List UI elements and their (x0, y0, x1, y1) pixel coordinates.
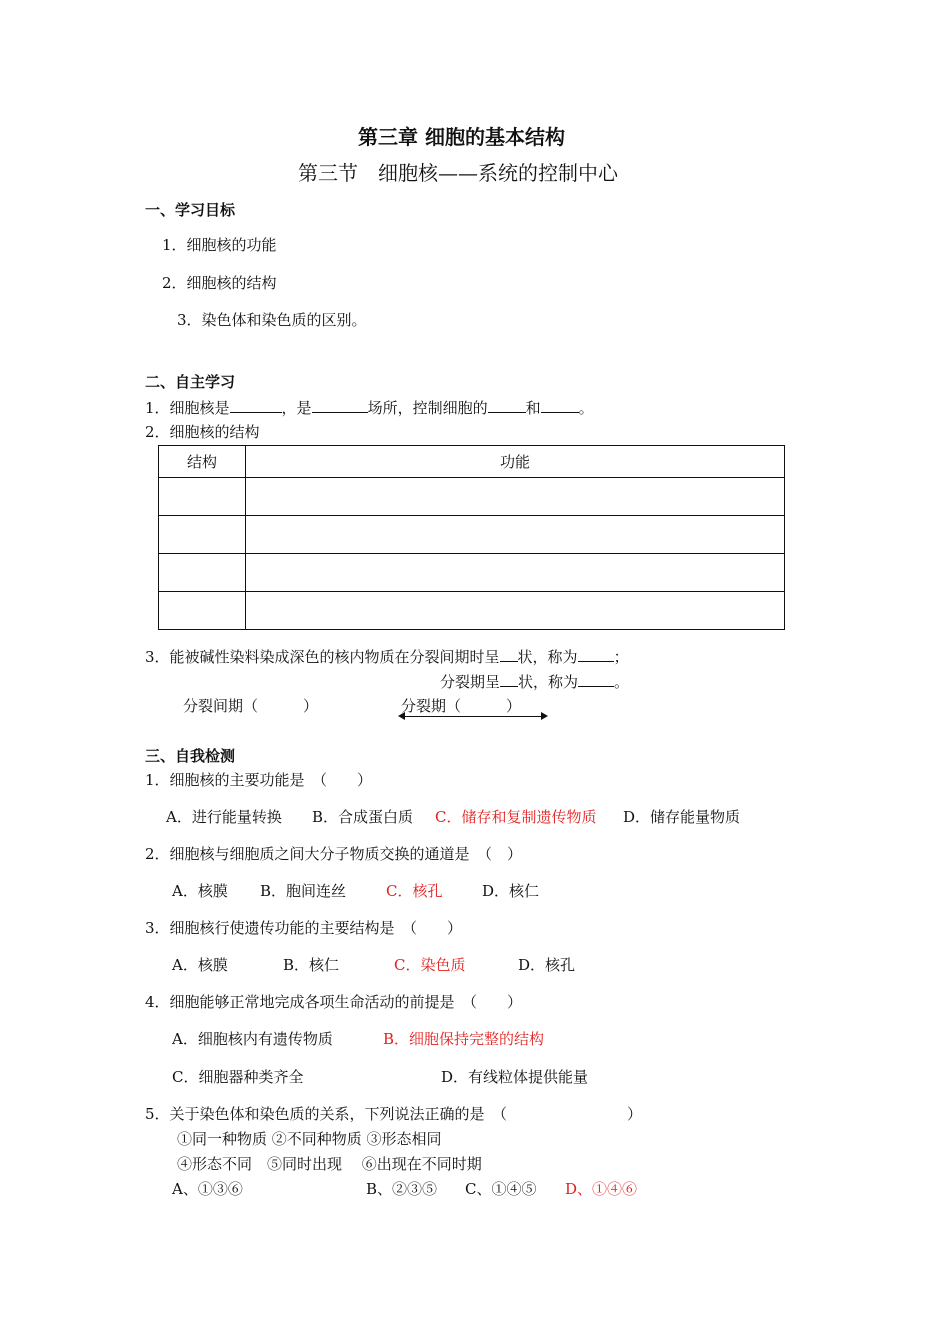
objective-item: 3．染色体和染色质的区别。 (177, 311, 367, 329)
test-q4-option-b[interactable]: B．细胞保持完整的结构 (383, 1030, 545, 1048)
test-q4-option-d[interactable]: D．有线粒体提供能量 (441, 1068, 589, 1086)
self-study-heading: 二、自主学习 (145, 373, 236, 391)
q1-text: 场所，控制细胞的 (367, 399, 488, 417)
test-q2-option-c[interactable]: C．核孔 (386, 882, 443, 900)
test-q5-option-a[interactable]: A、①③⑥ (172, 1180, 243, 1198)
test-q2-option-d[interactable]: D．核仁 (482, 882, 540, 900)
test-q3-option-a[interactable]: A．核膜 (172, 956, 228, 974)
test-q1-option-d[interactable]: D．储存能量物质 (623, 808, 741, 826)
test-q2-option-a[interactable]: A．核膜 (172, 882, 228, 900)
structure-cell[interactable] (159, 516, 246, 554)
table-header-row (159, 446, 785, 478)
table-row (159, 554, 785, 592)
self-study-q1 (145, 398, 594, 417)
structure-table (158, 445, 785, 630)
test-q3-option-d[interactable]: D．核孔 (518, 956, 576, 974)
test-q1-stem: 1．细胞核的主要功能是 （ ） (145, 771, 373, 789)
fill-blank[interactable] (578, 647, 614, 662)
test-q4-option-c[interactable]: C．细胞器种类齐全 (172, 1068, 304, 1086)
q1-text: 和 (525, 399, 541, 417)
structure-cell[interactable] (159, 592, 246, 630)
test-q5-statements-1: ①同一种物质 ②不同种物质 ③形态相同 (177, 1130, 442, 1148)
structure-cell[interactable] (159, 478, 246, 516)
test-q5-option-c[interactable]: C、①④⑤ (465, 1180, 537, 1198)
q3-text: 3．能被碱性染料染成深色的核内物质在分裂间期时呈 (145, 648, 500, 666)
q1-text: 1．细胞核是 (145, 399, 230, 417)
chapter-title: 第三章 细胞的基本结构 (358, 125, 565, 149)
test-q1-option-b[interactable]: B．合成蛋白质 (312, 808, 414, 826)
self-study-q2: 2．细胞核的结构 (145, 423, 260, 441)
interphase-label: 分裂间期（ ） (183, 697, 319, 715)
mitosis-label: 分裂期（ ） (401, 697, 522, 715)
q3-text: 分裂期呈 (440, 673, 501, 691)
table-row (159, 516, 785, 554)
self-study-q3-line1 (145, 647, 629, 666)
test-q2-stem: 2．细胞核与细胞质之间大分子物质交换的通道是 （ ） (145, 845, 523, 863)
objectives-heading: 一、学习目标 (145, 201, 236, 219)
fill-blank[interactable] (488, 398, 526, 413)
q3-text: 状，称为 (518, 673, 579, 691)
test-q5-stem: 5．关于染色体和染色质的关系，下列说法正确的是 （ ） (145, 1105, 643, 1123)
q3-text: 。 (614, 673, 630, 691)
table-row (159, 478, 785, 516)
test-q1-option-a[interactable]: A．进行能量转换 (166, 808, 282, 826)
function-cell[interactable] (246, 592, 785, 630)
function-cell[interactable] (246, 478, 785, 516)
test-q5-option-d[interactable]: D、①④⑥ (565, 1180, 638, 1198)
test-q2-option-b[interactable]: B．胞间连丝 (260, 882, 347, 900)
header-function: 功能 (246, 446, 785, 478)
test-q5-option-b[interactable]: B、②③⑤ (366, 1180, 438, 1198)
test-q1-option-c[interactable]: C．储存和复制遗传物质 (435, 808, 597, 826)
objective-item: 2．细胞核的结构 (162, 274, 277, 292)
test-q4-stem: 4．细胞能够正常地完成各项生命活动的前提是 （ ） (145, 993, 523, 1011)
structure-cell[interactable] (159, 554, 246, 592)
fill-blank[interactable] (312, 398, 368, 413)
self-test-heading: 三、自我检测 (145, 747, 236, 765)
test-q3-stem: 3．细胞核行使遗传功能的主要结构是 （ ） (145, 919, 463, 937)
q1-text: ，是 (281, 399, 312, 417)
fill-blank[interactable] (578, 672, 614, 687)
header-structure: 结构 (159, 446, 246, 478)
section-title: 第三节 细胞核——系统的控制中心 (298, 161, 618, 185)
double-arrow-icon (400, 716, 546, 717)
q1-text: 。 (578, 399, 594, 417)
self-study-q3-line2 (440, 672, 629, 691)
function-cell[interactable] (246, 516, 785, 554)
q3-text: 状，称为 (517, 648, 578, 666)
fill-blank[interactable] (500, 647, 518, 662)
test-q3-option-c[interactable]: C．染色质 (394, 956, 466, 974)
test-q3-option-b[interactable]: B．核仁 (283, 956, 340, 974)
test-q5-statements-2: ④形态不同 ⑤同时出现 ⑥出现在不同时期 (177, 1155, 482, 1173)
objective-item: 1．细胞核的功能 (162, 236, 277, 254)
test-q4-option-a[interactable]: A．细胞核内有遗传物质 (172, 1030, 333, 1048)
fill-blank[interactable] (541, 398, 579, 413)
fill-blank[interactable] (500, 672, 518, 687)
table-row (159, 592, 785, 630)
fill-blank[interactable] (230, 398, 282, 413)
q3-text: ； (613, 648, 629, 666)
function-cell[interactable] (246, 554, 785, 592)
